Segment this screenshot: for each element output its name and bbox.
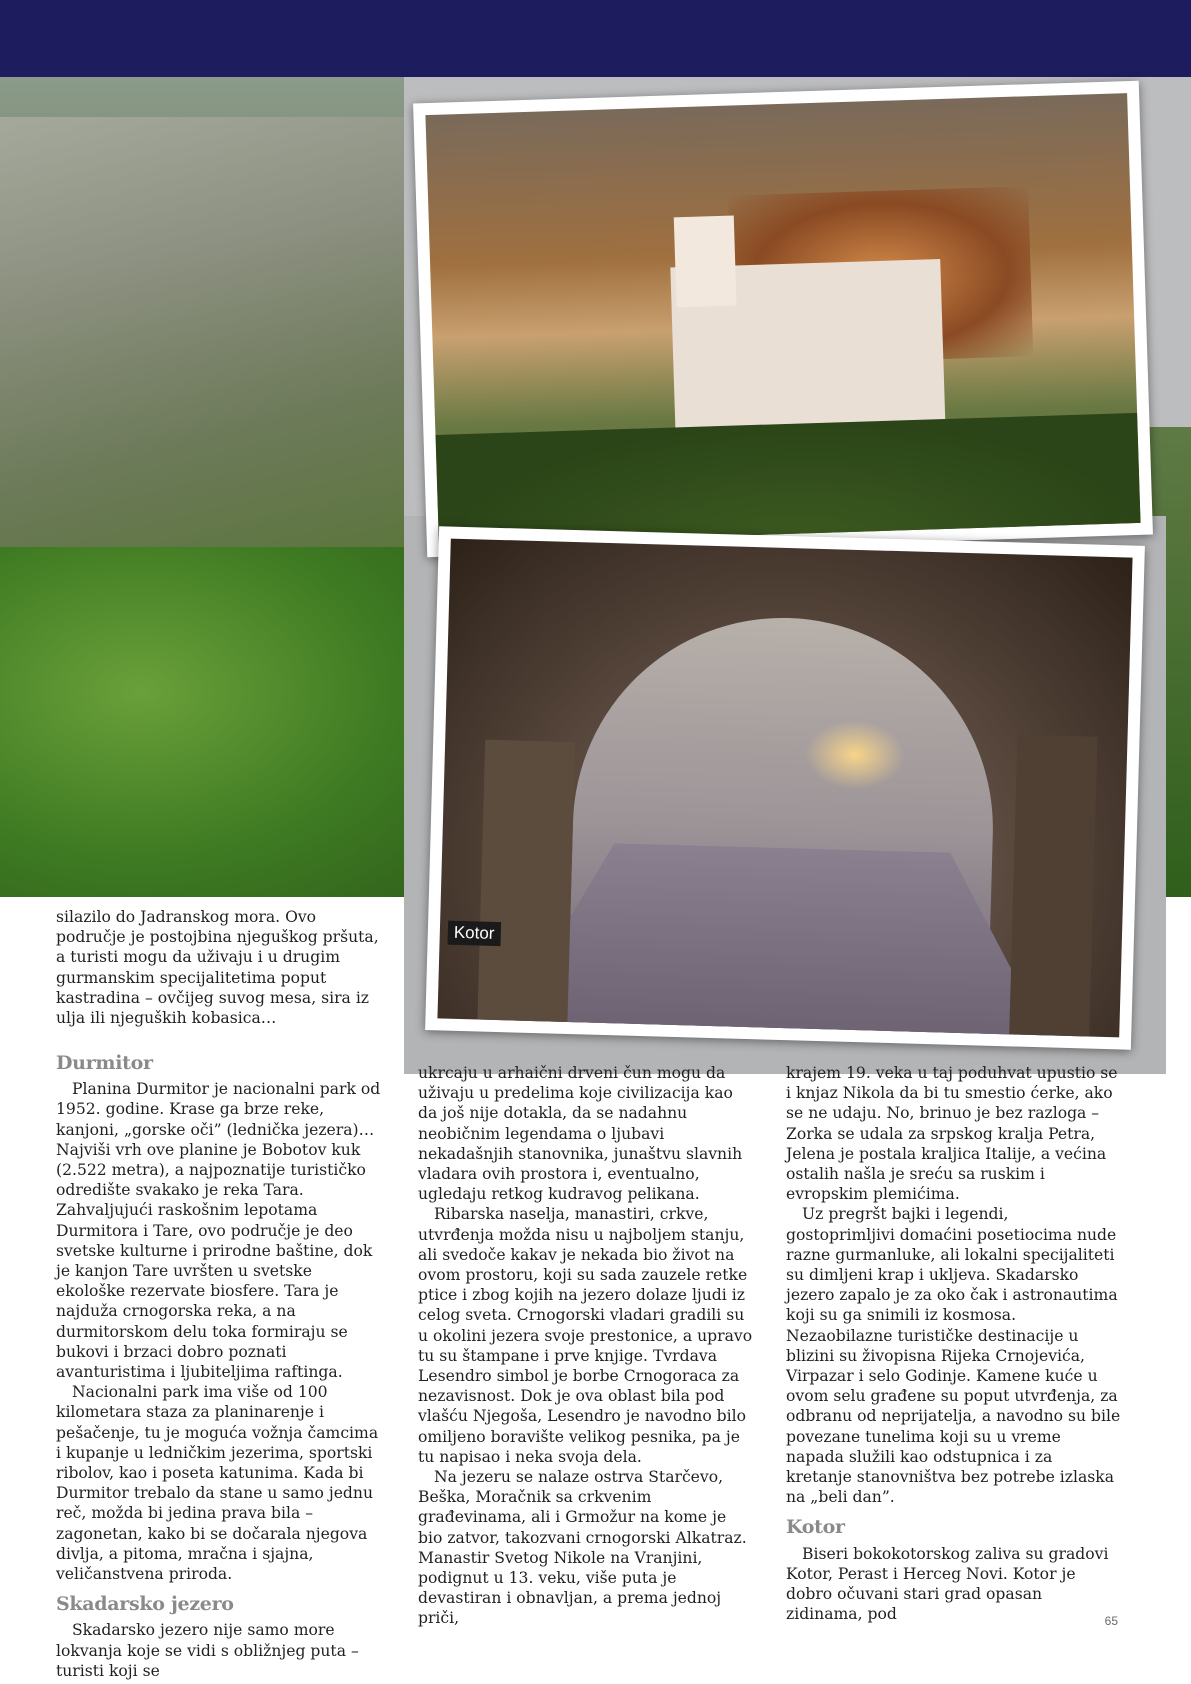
paragraph: ukrcaju u arhaični drveni čun mogu da uživaju u predelima koje civilizacija kao da još nije dotakla, da se nadahnu neobičnim legendama o ljubavi nekadašnjih stanovnika, junaštvu slavnih vladara ovih prostora i, eventualno, ugledaju retkog kudravog pelikana.	[418, 1064, 743, 1204]
arch-pillar-left	[477, 740, 575, 1038]
photo-caption: Kotor	[447, 921, 500, 946]
kotor-gate-photo	[437, 539, 1132, 1038]
arch-pillar-right	[1009, 734, 1098, 1037]
paragraph: Na jezeru se nalaze ostrva Starčevo, Beška, Moračnik sa crkvenim građevinama, ali i Grmožur na kome je bio zatvor, takozvani crnogorski Alkatraz. Manastir Svetog Nikole na Vranjini, podignut u 13. veku, više puta je devastiran i obnavljan, a prema jednoj priči,	[418, 1468, 747, 1628]
column-1-intro	[56, 907, 386, 1028]
page-number: 65	[1104, 1614, 1118, 1628]
trees	[435, 413, 1140, 545]
monastery-photo-frame	[413, 81, 1153, 558]
kotor-photo-frame	[425, 526, 1145, 1050]
section-heading-durmitor: Durmitor	[56, 1052, 153, 1074]
paragraph: Nacionalni park ima više od 100 kilometara staza za planinarenje i pešačenje, tu je moguća vožnja čamcima i kupanje u ledničkim jezerima, sportski ribolov, kao i poseta katunima. Kada bi Durmitor trebalo da stane u samo jednu reč, možda bi jedina prava bila – zagonetan, kako bi se dočarala njegova divlja, a pitoma, mračna i sjajna, veličanstvena priroda.	[56, 1383, 379, 1584]
monastery-photo	[425, 93, 1140, 545]
paragraph: krajem 19. veka u taj poduhvat upustio se i knjaz Nikola da bi tu smestio ćerke, ako se ne udaju. No, brinuo je bez razloga – Zorka se udala za srpskog kralja Petra, Jelena je postala kraljica Italije, a većina ostalih našla je sreću sa ruskim i evropskim plemićima.	[786, 1064, 1118, 1204]
paragraph: Planina Durmitor je nacionalni park od 1952. godine. Krase ga brze reke, kanjoni, „gorske oči” (lednička jezera)… Najviši vrh ove planine je Bobotov kuk (2.522 metra), a najpoznatije turističko odredište svakako je reka Tara. Zahvaljujući raskošnim lepotama Durmitora i Tare, ovo područje je deo svetske kulturne i prirodne baštine, dok je kanjon Tare uvršten u svetske ekološke rezervate biosfere. Tara je najduža crnogorska reka, a na durmitorskom delu toka formiraju se bukovi i brzaci dobro poznati avanturistima i ljubiteljima raftinga.	[56, 1080, 381, 1382]
section-heading-kotor: Kotor	[786, 1516, 845, 1539]
intro-paragraph: silazilo do Jadranskog mora. Ovo područje je postojbina njeguškog pršuta, a turisti mogu da uživaju i u drugim gurmanskim specijalitetima poput kastradina – ovčijeg suvog mesa, sira iz ulja ili njeguških kobasica…	[56, 908, 379, 1028]
paragraph: Uz pregršt bajki i legendi, gostoprimljivi domaćini posetiocima nude razne gurmanluke, ali lokalni specijaliteti su dimljeni krap i ukljeva. Skadarsko jezero zapalo je za oko čak i astronautima koji su ga snimili iz kosmosa. Nezaobilazne turističke destinacije u blizini su živopisna Rijeka Crnojevića, Virpazar i selo Godinje. Kamene kuće u ovom selu građene su poput utvrđenja, za odbranu od neprijatelja, a navodno su bile povezane tunelima koji su u vreme napada služili kao odstupnica i za kretanje stanovništva bez potrebe izlaska na „beli dan”.	[786, 1205, 1121, 1507]
paragraph: Ribarska naselja, manastiri, crkve, utvrđenja možda nisu u najboljem stanju, ali svedoče kakav je nekada bio život na ovom prostoru, koji su sada zauzele retke ptice i zbog kojih na jezero dolaze ljudi iz celog sveta. Crnogorski vladari gradili su u okolini jezera svoje prestonice, a upravo tu su štampane i prve knjige. Tvrdava Lesendro simbol je borbe Crnogoraca za nezavisnost. Dok je ova oblast bila pod vlašću Njegoša, Lesendro je navodno bilo omiljeno boravište velikog pesnika, pa je tu napisao i neka svoja dela.	[418, 1205, 753, 1466]
paragraph: Biseri bokokotorskog zaliva su gradovi Kotor, Perast i Herceg Novi. Kotor je dobro očuvani stari grad opasan zidinama, pod	[786, 1544, 1109, 1624]
monastery-tower	[674, 215, 737, 307]
column-3	[786, 1063, 1122, 1624]
forest-slope	[0, 547, 470, 897]
section-heading-skadarsko-jezero: Skadarsko jezero	[56, 1593, 234, 1616]
paragraph: Skadarsko jezero nije samo more lokvanja koje se vidi s obližnjeg puta – turisti koji se	[56, 1621, 359, 1680]
column-1	[56, 1043, 386, 1681]
column-2	[418, 1063, 754, 1629]
header-band	[0, 0, 1191, 77]
